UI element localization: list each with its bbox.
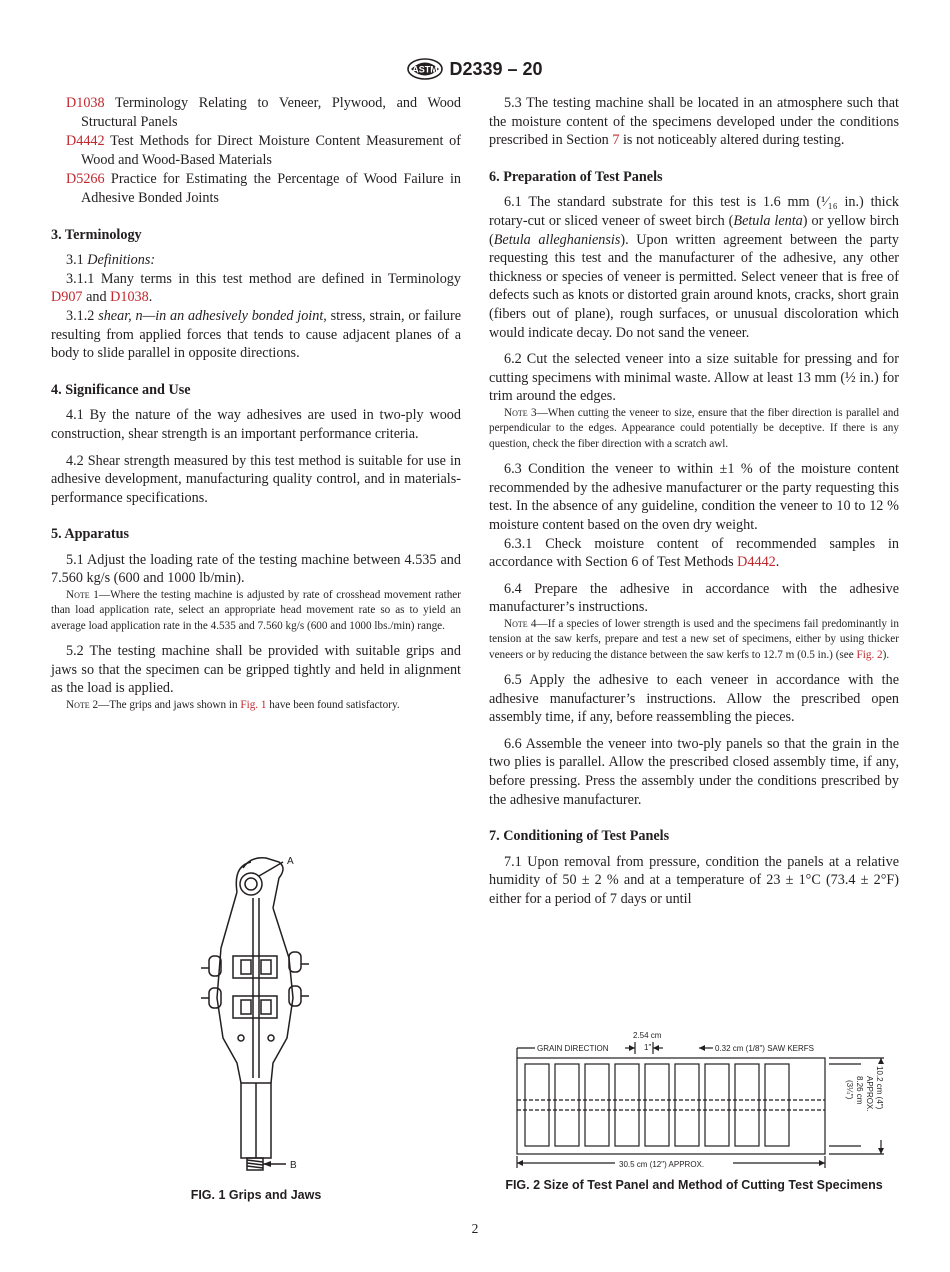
para-6-6: 6.6 Assemble the veneer into two-ply panels so that the grain in the two plies is parallel. Allow the prescribed closed assembly time, if any, before pressing. Press the assembly under the conditions prescribed by the adhesive manufacturer. xyxy=(489,735,899,808)
label-a: A xyxy=(287,856,294,867)
label-height-1: 10.2 cm (4") xyxy=(875,1066,884,1110)
label-height-3: 8.26 cm xyxy=(855,1076,864,1105)
svg-text:ASTM: ASTM xyxy=(412,64,439,75)
para-4-1: 4.1 By the nature of the way adhesives are used in two-ply wood construction, shear strength is an important performance criteria. xyxy=(51,407,461,442)
para-6-3-1: 6.3.1 Check moisture content of recommended samples in accordance with Section 6 of Test Methods D4442. xyxy=(489,535,899,571)
reference-d5266: D5266 Practice for Estimating the Percentage of Wood Failure in Adhesive Bonded Joints xyxy=(66,171,461,206)
link-d907[interactable]: D907 xyxy=(51,289,83,306)
section-heading-apparatus: 5. Apparatus xyxy=(51,526,130,543)
para-6-5: 6.5 Apply the adhesive to each veneer in accordance with the adhesive manufacturer’s instructions. Allow the prescribed open assembly time, if any, before reassembling the pieces. xyxy=(489,672,899,726)
ref-link-d1038[interactable]: D1038 xyxy=(66,95,105,111)
section-heading-preparation: 6. Preparation of Test Panels xyxy=(489,168,663,185)
document-id: D2339 – 20 xyxy=(449,58,543,79)
label-saw-kerfs: 0.32 cm (1/8") SAW KERFS xyxy=(715,1044,815,1053)
link-fig-2[interactable]: Fig. 2 xyxy=(856,648,883,661)
para-4-2: 4.2 Shear strength measured by this test method is suitable for use in adhesive development, manufacturing quality control, and in materials-performance specifications. xyxy=(51,452,461,506)
para-3-1-2: 3.1.2 shear, n—in an adhesively bonded joint, stress, strain, or failure resulting from applied forces that tends to cause adjacent planes of a body to slide parallel in opposite directions. xyxy=(51,307,462,362)
label-spacing: 2.54 cm xyxy=(633,1031,662,1040)
ref-link-d4442[interactable]: D4442 xyxy=(66,133,105,150)
section-heading-conditioning: 7. Conditioning of Test Panels xyxy=(489,828,670,845)
para-3-1-1: 3.1.1 Many terms in this test method are defined in Terminology D907 and D1038. xyxy=(51,270,461,306)
label-height-2: APPROX. xyxy=(865,1076,874,1112)
right-column xyxy=(489,94,899,909)
figure-2 xyxy=(489,1028,899,1192)
para-3-1: 3.1 Definitions: xyxy=(66,252,156,269)
note-1: Note 1—Where the testing machine is adjusted by rate of crosshead movement rather than load application rate, select an appropriate head movement rate so as to yield an average load application rate in the 4.535 and 7.560 kg/s (600 and 1000 lbs./min) range. xyxy=(51,589,461,632)
reference-d4442: D4442 Test Methods for Direct Moisture Content Measurement of Wood and Wood-Based Materials xyxy=(66,133,461,168)
reference-d1038: D1038 Terminology Relating to Veneer, Plywood, and Wood Structural Panels xyxy=(66,95,461,130)
section-heading-significance: 4. Significance and Use xyxy=(51,381,191,398)
page-header xyxy=(0,58,950,85)
para-5-2: 5.2 The testing machine shall be provided with suitable grips and jaws so that the specimen can be gripped tightly and held in alignment as the load is applied. xyxy=(51,643,461,697)
astm-logo-icon xyxy=(407,58,443,80)
para-6-3: 6.3 Condition the veneer to within ±1 % of the moisture content recommended by the adhesive manufacturer or the party requesting this test. In the absence of any guideline, condition the veneer to 10 to 12 % moisture content based on the oven dry weight. xyxy=(489,461,899,533)
para-6-4: 6.4 Prepare the adhesive in accordance with the adhesive manufacturer’s instructions. xyxy=(489,580,899,616)
left-column xyxy=(51,94,461,713)
para-5-3: 5.3 The testing machine shall be located in an atmosphere such that the moisture content of the specimens developed under the conditions prescribed in Section 7 is not noticeably altered during testing. xyxy=(489,95,899,149)
section-heading-terminology: 3. Terminology xyxy=(51,226,142,243)
label-grain-direction: GRAIN DIRECTION xyxy=(537,1044,609,1053)
label-spacing-in: 1" xyxy=(644,1043,652,1052)
page-number: 2 xyxy=(471,1221,479,1236)
para-7-1: 7.1 Upon removal from pressure, condition the panels at a relative humidity of 50 ± 2 % and at a temperature of 23 ± 1°C (73.4 ± 2°F) either for a period of 7 days or until xyxy=(489,853,899,908)
ref-link-d5266[interactable]: D5266 xyxy=(66,171,105,188)
figure-1-caption: FIG. 1 Grips and Jaws xyxy=(190,1188,322,1202)
note-4: Note 4—If a species of lower strength is used and the specimens fail predominantly in tension at the saw kerfs, prepare and test a new set of specimens, either by using thicker veneers or by reducing the distance between the saw kerfs to 12.7 m (0.5 in.) (see Fig. 2). xyxy=(489,617,899,661)
link-d4442[interactable]: D4442 xyxy=(737,554,776,571)
label-b: B xyxy=(290,1160,297,1171)
para-6-1: 6.1 The standard substrate for this test is 1.6 mm (¹⁄₁₆ in.) thick rotary-cut or sliced veneer of sweet birch (Betula lenta) or yellow birch (Betula alleghaniensis). Upon written agreement between the party requesting this test and the manufacturer of the adhesive, any other thickness or species of veneer is permitted. Select veneer that is free of defects such as knots or distorted grain around knots, cracks, short grain (fibers out of plane), rough surfaces, or unusual discoloration which would indicate decay. Do not sand the veneer. xyxy=(489,194,899,341)
link-fig-1[interactable]: Fig. 1 xyxy=(240,699,267,712)
link-d1038[interactable]: D1038 xyxy=(110,289,149,306)
figure-1 xyxy=(51,848,461,1202)
note-2: Note 2—The grips and jaws shown in Fig. 1 have been found satisfactory. xyxy=(66,699,400,712)
label-height-4: (3¼") xyxy=(845,1080,854,1100)
figure-2-caption: FIG. 2 Size of Test Panel and Method of Cutting Test Specimens xyxy=(505,1178,883,1192)
label-panel-width: 30.5 cm (12") APPROX. xyxy=(619,1160,705,1169)
test-panel-diagram xyxy=(489,1028,899,1173)
note-3: Note 3—When cutting the veneer to size, ensure that the fiber direction is parallel and perpendicular to the edges. Appearance could potentially be deceptive. If there is any question, check the fiber direction with a scratch awl. xyxy=(489,406,899,450)
para-6-2: 6.2 Cut the selected veneer into a size suitable for pressing and for cutting specimens with minimal waste. Allow at least 13 mm (½ in.) for trim around the edges. xyxy=(489,351,899,405)
link-section-7[interactable]: 7 xyxy=(612,132,620,149)
grips-and-jaws-drawing xyxy=(51,848,461,1183)
para-5-1: 5.1 Adjust the loading rate of the testing machine between 4.535 and 7.560 kg/s (600 and 1000 lb/min). xyxy=(51,551,461,587)
